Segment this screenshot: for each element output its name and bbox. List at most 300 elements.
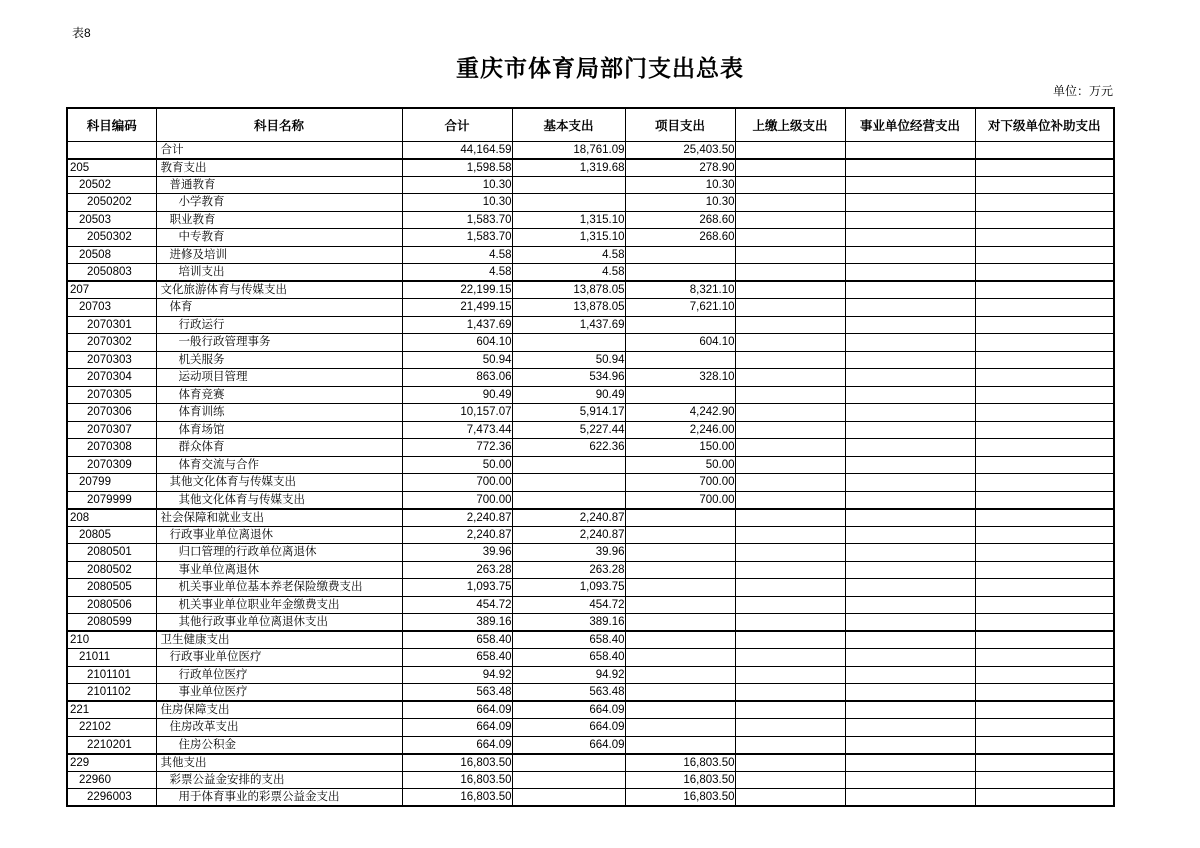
value-cell-operating	[845, 229, 975, 247]
value-cell-project	[625, 316, 735, 334]
value-cell-operating	[845, 404, 975, 422]
value-cell-project: 16,803.50	[625, 754, 735, 772]
code-cell: 229	[67, 754, 156, 772]
value-cell-operating	[845, 281, 975, 299]
value-cell-subsidy	[975, 194, 1114, 212]
code-cell: 2210201	[67, 736, 156, 754]
table-row	[67, 316, 1114, 334]
value-cell-basic: 50.94	[512, 351, 625, 369]
name-cell: 机关事业单位职业年金缴费支出	[156, 596, 402, 614]
table-row	[67, 754, 1114, 772]
value-cell-subsidy	[975, 386, 1114, 404]
value-cell-project	[625, 544, 735, 562]
table-row	[67, 614, 1114, 632]
table-row	[67, 666, 1114, 684]
code-cell: 2070303	[67, 351, 156, 369]
code-cell: 2101102	[67, 684, 156, 702]
code-cell: 20502	[67, 176, 156, 194]
value-cell-upper	[735, 176, 845, 194]
value-cell-operating	[845, 334, 975, 352]
name-cell: 体育交流与合作	[156, 456, 402, 474]
code-cell: 22960	[67, 771, 156, 789]
value-cell-upper	[735, 299, 845, 317]
value-cell-project: 10.30	[625, 194, 735, 212]
name-cell: 其他文化体育与传媒支出	[156, 491, 402, 509]
value-cell-basic	[512, 771, 625, 789]
value-cell-basic: 5,227.44	[512, 421, 625, 439]
value-cell-total: 1,583.70	[402, 211, 512, 229]
value-cell-subsidy	[975, 246, 1114, 264]
value-cell-subsidy	[975, 421, 1114, 439]
table-row	[67, 141, 1114, 159]
value-cell-operating	[845, 141, 975, 159]
value-cell-basic: 2,240.87	[512, 526, 625, 544]
code-cell: 2080502	[67, 561, 156, 579]
column-header-subsidy: 对下级单位补助支出	[975, 108, 1114, 141]
code-cell: 2080599	[67, 614, 156, 632]
table-row	[67, 351, 1114, 369]
value-cell-operating	[845, 176, 975, 194]
column-header-total: 合计	[402, 108, 512, 141]
name-cell: 合计	[156, 141, 402, 159]
value-cell-subsidy	[975, 456, 1114, 474]
value-cell-upper	[735, 386, 845, 404]
name-cell: 其他行政事业单位离退休支出	[156, 614, 402, 632]
value-cell-upper	[735, 474, 845, 492]
name-cell: 进修及培训	[156, 246, 402, 264]
value-cell-project: 10.30	[625, 176, 735, 194]
value-cell-basic: 4.58	[512, 246, 625, 264]
table-row	[67, 561, 1114, 579]
name-cell: 住房公积金	[156, 736, 402, 754]
value-cell-upper	[735, 596, 845, 614]
name-cell: 其他文化体育与传媒支出	[156, 474, 402, 492]
value-cell-upper	[735, 404, 845, 422]
value-cell-upper	[735, 771, 845, 789]
value-cell-basic: 4.58	[512, 264, 625, 282]
column-header-upper: 上缴上级支出	[735, 108, 845, 141]
name-cell: 行政单位医疗	[156, 666, 402, 684]
value-cell-basic: 658.40	[512, 631, 625, 649]
value-cell-project: 7,621.10	[625, 299, 735, 317]
table-row	[67, 649, 1114, 667]
value-cell-subsidy	[975, 299, 1114, 317]
value-cell-basic: 90.49	[512, 386, 625, 404]
value-cell-upper	[735, 561, 845, 579]
value-cell-subsidy	[975, 264, 1114, 282]
value-cell-project: 16,803.50	[625, 789, 735, 807]
table-row	[67, 229, 1114, 247]
name-cell: 住房改革支出	[156, 719, 402, 737]
value-cell-total: 604.10	[402, 334, 512, 352]
value-cell-basic	[512, 491, 625, 509]
table-row	[67, 386, 1114, 404]
value-cell-operating	[845, 526, 975, 544]
value-cell-operating	[845, 684, 975, 702]
value-cell-basic: 94.92	[512, 666, 625, 684]
value-cell-project	[625, 701, 735, 719]
value-cell-operating	[845, 439, 975, 457]
value-cell-subsidy	[975, 701, 1114, 719]
value-cell-subsidy	[975, 754, 1114, 772]
value-cell-operating	[845, 754, 975, 772]
table-row	[67, 404, 1114, 422]
code-cell: 2070306	[67, 404, 156, 422]
table-row	[67, 579, 1114, 597]
code-cell: 20703	[67, 299, 156, 317]
value-cell-operating	[845, 159, 975, 177]
value-cell-subsidy	[975, 491, 1114, 509]
code-cell: 2070308	[67, 439, 156, 457]
table-row	[67, 334, 1114, 352]
value-cell-subsidy	[975, 631, 1114, 649]
value-cell-operating	[845, 771, 975, 789]
table-row	[67, 509, 1114, 527]
table-row	[67, 491, 1114, 509]
value-cell-project	[625, 264, 735, 282]
code-cell: 2080506	[67, 596, 156, 614]
value-cell-total: 22,199.15	[402, 281, 512, 299]
value-cell-total: 1,093.75	[402, 579, 512, 597]
value-cell-basic: 263.28	[512, 561, 625, 579]
value-cell-basic: 1,315.10	[512, 229, 625, 247]
value-cell-basic: 563.48	[512, 684, 625, 702]
name-cell: 中专教育	[156, 229, 402, 247]
value-cell-upper	[735, 281, 845, 299]
table-row	[67, 194, 1114, 212]
value-cell-subsidy	[975, 684, 1114, 702]
code-cell: 221	[67, 701, 156, 719]
value-cell-project	[625, 526, 735, 544]
column-header-project: 项目支出	[625, 108, 735, 141]
value-cell-upper	[735, 369, 845, 387]
value-cell-basic: 1,093.75	[512, 579, 625, 597]
value-cell-basic	[512, 334, 625, 352]
value-cell-upper	[735, 194, 845, 212]
value-cell-upper	[735, 631, 845, 649]
value-cell-subsidy	[975, 474, 1114, 492]
table-row	[67, 299, 1114, 317]
value-cell-basic: 18,761.09	[512, 141, 625, 159]
value-cell-basic: 534.96	[512, 369, 625, 387]
value-cell-total: 10,157.07	[402, 404, 512, 422]
value-cell-total: 50.00	[402, 456, 512, 474]
value-cell-total: 664.09	[402, 701, 512, 719]
value-cell-basic: 13,878.05	[512, 281, 625, 299]
code-cell: 2050202	[67, 194, 156, 212]
value-cell-basic: 622.36	[512, 439, 625, 457]
table-body	[67, 141, 1114, 806]
value-cell-total: 263.28	[402, 561, 512, 579]
value-cell-operating	[845, 701, 975, 719]
value-cell-upper	[735, 334, 845, 352]
unit-note: 单位：万元	[1052, 84, 1113, 98]
name-cell: 机关服务	[156, 351, 402, 369]
code-cell: 2079999	[67, 491, 156, 509]
value-cell-upper	[735, 316, 845, 334]
value-cell-total: 4.58	[402, 246, 512, 264]
value-cell-subsidy	[975, 526, 1114, 544]
value-cell-total: 7,473.44	[402, 421, 512, 439]
value-cell-project	[625, 736, 735, 754]
value-cell-subsidy	[975, 736, 1114, 754]
value-cell-total: 4.58	[402, 264, 512, 282]
value-cell-project	[625, 386, 735, 404]
value-cell-project: 700.00	[625, 491, 735, 509]
value-cell-project	[625, 509, 735, 527]
code-cell: 2070304	[67, 369, 156, 387]
value-cell-operating	[845, 194, 975, 212]
value-cell-total: 90.49	[402, 386, 512, 404]
code-cell: 2080505	[67, 579, 156, 597]
sheet-label: 表8	[72, 26, 91, 40]
value-cell-upper	[735, 351, 845, 369]
value-cell-operating	[845, 614, 975, 632]
value-cell-basic: 13,878.05	[512, 299, 625, 317]
table-row	[67, 684, 1114, 702]
value-cell-project: 8,321.10	[625, 281, 735, 299]
value-cell-total: 94.92	[402, 666, 512, 684]
table-row	[67, 701, 1114, 719]
table-row	[67, 736, 1114, 754]
value-cell-upper	[735, 439, 845, 457]
value-cell-project	[625, 719, 735, 737]
value-cell-basic: 658.40	[512, 649, 625, 667]
value-cell-project: 50.00	[625, 456, 735, 474]
value-cell-subsidy	[975, 771, 1114, 789]
column-header-name: 科目名称	[156, 108, 402, 141]
value-cell-project: 25,403.50	[625, 141, 735, 159]
value-cell-upper	[735, 736, 845, 754]
value-cell-operating	[845, 666, 975, 684]
value-cell-upper	[735, 544, 845, 562]
value-cell-upper	[735, 526, 845, 544]
value-cell-project: 328.10	[625, 369, 735, 387]
code-cell: 2070307	[67, 421, 156, 439]
value-cell-basic: 2,240.87	[512, 509, 625, 527]
value-cell-total: 44,164.59	[402, 141, 512, 159]
value-cell-basic	[512, 194, 625, 212]
value-cell-operating	[845, 491, 975, 509]
value-cell-upper	[735, 456, 845, 474]
name-cell: 一般行政管理事务	[156, 334, 402, 352]
code-cell: 205	[67, 159, 156, 177]
table-row	[67, 159, 1114, 177]
value-cell-subsidy	[975, 561, 1114, 579]
value-cell-subsidy	[975, 614, 1114, 632]
name-cell: 体育训练	[156, 404, 402, 422]
value-cell-basic: 1,315.10	[512, 211, 625, 229]
value-cell-operating	[845, 316, 975, 334]
value-cell-project	[625, 684, 735, 702]
table-row	[67, 264, 1114, 282]
table-row	[67, 211, 1114, 229]
value-cell-subsidy	[975, 281, 1114, 299]
value-cell-total: 16,803.50	[402, 771, 512, 789]
name-cell: 行政运行	[156, 316, 402, 334]
value-cell-upper	[735, 649, 845, 667]
value-cell-upper	[735, 421, 845, 439]
table-row	[67, 369, 1114, 387]
name-cell: 文化旅游体育与传媒支出	[156, 281, 402, 299]
value-cell-operating	[845, 509, 975, 527]
value-cell-total: 454.72	[402, 596, 512, 614]
value-cell-total: 700.00	[402, 474, 512, 492]
table-row	[67, 281, 1114, 299]
value-cell-project: 268.60	[625, 211, 735, 229]
value-cell-subsidy	[975, 334, 1114, 352]
value-cell-upper	[735, 229, 845, 247]
value-cell-subsidy	[975, 176, 1114, 194]
value-cell-project	[625, 351, 735, 369]
value-cell-project	[625, 649, 735, 667]
value-cell-project	[625, 666, 735, 684]
name-cell: 行政事业单位医疗	[156, 649, 402, 667]
value-cell-operating	[845, 649, 975, 667]
value-cell-operating	[845, 264, 975, 282]
value-cell-operating	[845, 736, 975, 754]
value-cell-upper	[735, 246, 845, 264]
value-cell-project	[625, 561, 735, 579]
value-cell-basic	[512, 789, 625, 807]
name-cell: 职业教育	[156, 211, 402, 229]
value-cell-subsidy	[975, 719, 1114, 737]
value-cell-basic	[512, 474, 625, 492]
table-row	[67, 456, 1114, 474]
value-cell-subsidy	[975, 211, 1114, 229]
value-cell-total: 1,583.70	[402, 229, 512, 247]
value-cell-upper	[735, 264, 845, 282]
code-cell: 2070302	[67, 334, 156, 352]
value-cell-operating	[845, 719, 975, 737]
value-cell-subsidy	[975, 544, 1114, 562]
code-cell: 2070301	[67, 316, 156, 334]
value-cell-basic: 454.72	[512, 596, 625, 614]
value-cell-operating	[845, 211, 975, 229]
value-cell-upper	[735, 684, 845, 702]
code-cell: 21011	[67, 649, 156, 667]
name-cell: 其他支出	[156, 754, 402, 772]
code-cell: 2050803	[67, 264, 156, 282]
value-cell-project: 150.00	[625, 439, 735, 457]
column-header-code: 科目编码	[67, 108, 156, 141]
table-row	[67, 544, 1114, 562]
value-cell-project	[625, 596, 735, 614]
value-cell-basic: 664.09	[512, 736, 625, 754]
value-cell-operating	[845, 386, 975, 404]
code-cell: 207	[67, 281, 156, 299]
value-cell-upper	[735, 159, 845, 177]
page-title: 重庆市体育局部门支出总表	[456, 55, 744, 81]
table-row	[67, 246, 1114, 264]
value-cell-total: 664.09	[402, 736, 512, 754]
value-cell-total: 658.40	[402, 649, 512, 667]
code-cell: 210	[67, 631, 156, 649]
value-cell-total: 1,437.69	[402, 316, 512, 334]
value-cell-operating	[845, 631, 975, 649]
value-cell-basic: 5,914.17	[512, 404, 625, 422]
name-cell: 社会保障和就业支出	[156, 509, 402, 527]
value-cell-basic: 1,437.69	[512, 316, 625, 334]
value-cell-upper	[735, 701, 845, 719]
value-cell-upper	[735, 754, 845, 772]
value-cell-subsidy	[975, 159, 1114, 177]
name-cell: 事业单位离退休	[156, 561, 402, 579]
code-cell: 2050302	[67, 229, 156, 247]
expenditure-table	[66, 107, 1115, 807]
value-cell-subsidy	[975, 141, 1114, 159]
value-cell-operating	[845, 789, 975, 807]
value-cell-basic: 664.09	[512, 719, 625, 737]
value-cell-project: 2,246.00	[625, 421, 735, 439]
value-cell-subsidy	[975, 369, 1114, 387]
value-cell-total: 2,240.87	[402, 509, 512, 527]
value-cell-upper	[735, 614, 845, 632]
value-cell-total: 10.30	[402, 176, 512, 194]
table-row	[67, 771, 1114, 789]
code-cell: 2296003	[67, 789, 156, 807]
value-cell-total: 50.94	[402, 351, 512, 369]
value-cell-basic: 389.16	[512, 614, 625, 632]
code-cell	[67, 141, 156, 159]
value-cell-project: 278.90	[625, 159, 735, 177]
value-cell-subsidy	[975, 439, 1114, 457]
value-cell-total: 39.96	[402, 544, 512, 562]
table-row	[67, 631, 1114, 649]
value-cell-subsidy	[975, 596, 1114, 614]
code-cell: 20503	[67, 211, 156, 229]
value-cell-operating	[845, 299, 975, 317]
value-cell-total: 664.09	[402, 719, 512, 737]
value-cell-operating	[845, 561, 975, 579]
value-cell-upper	[735, 491, 845, 509]
value-cell-basic: 664.09	[512, 701, 625, 719]
value-cell-project	[625, 614, 735, 632]
value-cell-operating	[845, 596, 975, 614]
value-cell-project	[625, 631, 735, 649]
value-cell-basic	[512, 456, 625, 474]
table-row	[67, 474, 1114, 492]
value-cell-subsidy	[975, 509, 1114, 527]
table-row	[67, 176, 1114, 194]
code-cell: 2070305	[67, 386, 156, 404]
value-cell-project	[625, 579, 735, 597]
value-cell-project: 4,242.90	[625, 404, 735, 422]
code-cell: 20805	[67, 526, 156, 544]
value-cell-upper	[735, 509, 845, 527]
table-row	[67, 421, 1114, 439]
value-cell-operating	[845, 544, 975, 562]
value-cell-project: 700.00	[625, 474, 735, 492]
header-row	[67, 108, 1114, 141]
value-cell-operating	[845, 421, 975, 439]
value-cell-operating	[845, 351, 975, 369]
name-cell: 行政事业单位离退休	[156, 526, 402, 544]
value-cell-operating	[845, 246, 975, 264]
value-cell-basic	[512, 754, 625, 772]
name-cell: 彩票公益金安排的支出	[156, 771, 402, 789]
table-row	[67, 526, 1114, 544]
value-cell-subsidy	[975, 666, 1114, 684]
value-cell-total: 16,803.50	[402, 789, 512, 807]
column-header-operating: 事业单位经营支出	[845, 108, 975, 141]
value-cell-subsidy	[975, 316, 1114, 334]
name-cell: 事业单位医疗	[156, 684, 402, 702]
value-cell-total: 389.16	[402, 614, 512, 632]
name-cell: 运动项目管理	[156, 369, 402, 387]
name-cell: 体育	[156, 299, 402, 317]
table-row	[67, 439, 1114, 457]
